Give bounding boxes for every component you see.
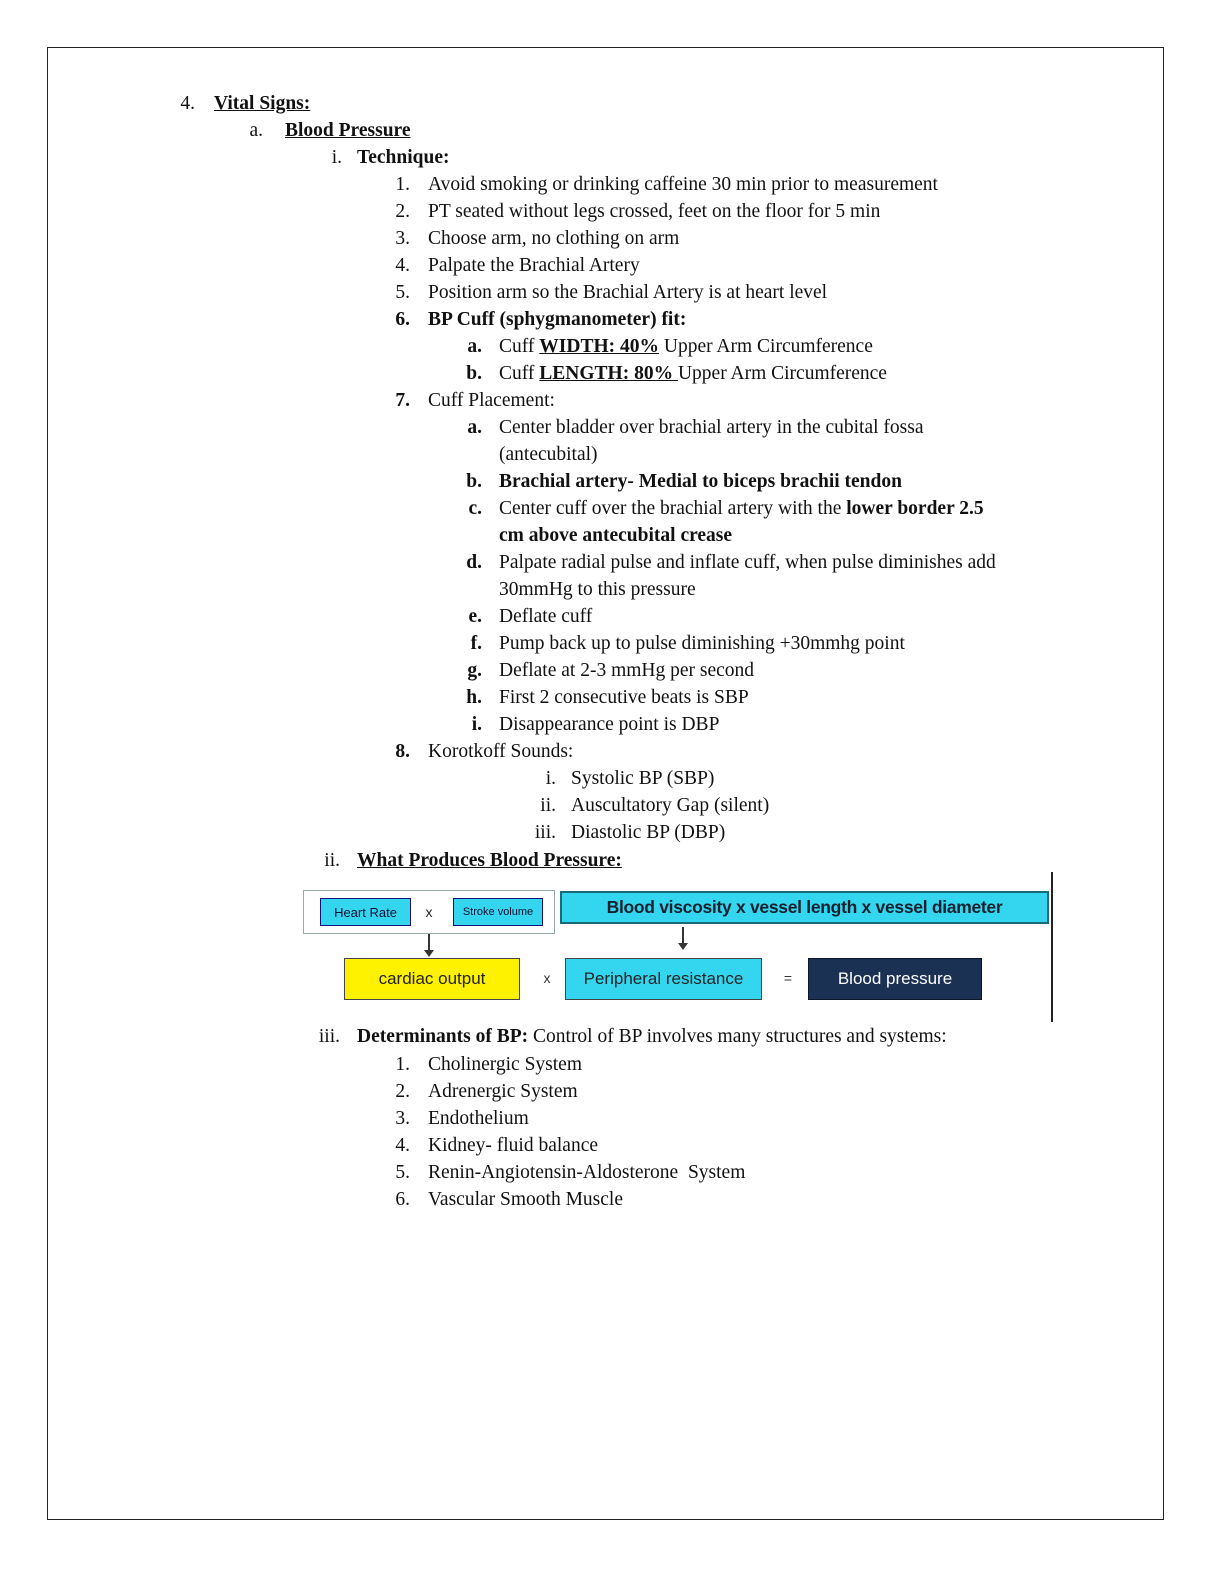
list-item-text: Palpate radial pulse and inflate cuff, when pulse diminishes add [499, 552, 996, 573]
list-number: 5. [395, 1162, 410, 1183]
list-item-text: Cholinergic System [428, 1054, 583, 1075]
list-letter: f. [470, 633, 482, 654]
list-number: 4. [395, 1135, 410, 1156]
diagram-edge-line [1051, 872, 1053, 1022]
list-roman: ii. [540, 795, 556, 816]
list-letter: a. [467, 417, 482, 438]
list-item-text: Auscultatory Gap (silent) [571, 795, 770, 816]
list-item-text: Position arm so the Brachial Artery is at heart level [428, 282, 828, 303]
list-number: 6. [395, 1189, 410, 1210]
list-item-text: Pump back up to pulse diminishing +30mmhg point [499, 633, 905, 654]
text-key: LENGTH: 80% [539, 363, 678, 384]
technique-title: Technique: [357, 147, 450, 168]
list-number: 6. [395, 309, 410, 330]
list-item-text: Vascular Smooth Muscle [428, 1189, 623, 1210]
list-letter: a. [467, 336, 482, 357]
list-item-text: (antecubital) [499, 444, 598, 465]
list-item-text: Systolic BP (SBP) [571, 768, 715, 789]
determinants-desc: Control of BP involves many structures and systems: [528, 1026, 947, 1047]
list-number: 4. [395, 255, 410, 276]
bp-diagram [300, 870, 1055, 1022]
list-item-text: Endothelium [428, 1108, 529, 1129]
list-number: 2. [395, 201, 410, 222]
list-number: 2. [395, 1081, 410, 1102]
list-number: 8. [395, 741, 410, 762]
list-item-text: Palpate the Brachial Artery [428, 255, 640, 276]
subsection-title: Blood Pressure [285, 120, 411, 141]
text-post: Upper Arm Circumference [659, 336, 873, 357]
equals-symbol: = [783, 970, 793, 986]
list-number: 3. [395, 228, 410, 249]
list-letter: d. [466, 552, 482, 573]
list-item-text: 30mmHg to this pressure [499, 579, 696, 600]
list-number: a. [249, 120, 263, 141]
multiply-symbol: x [425, 904, 433, 920]
list-item-text: Korotkoff Sounds: [428, 741, 574, 762]
text-pre: Cuff [499, 336, 540, 357]
list-number: 5. [395, 282, 410, 303]
produces-title: What Produces Blood Pressure: [357, 850, 622, 871]
cardiac-output-box: cardiac output [344, 958, 520, 1000]
multiply-symbol: x [543, 970, 551, 986]
list-roman: i. [545, 768, 556, 789]
blood-pressure-box: Blood pressure [808, 958, 982, 1000]
list-number: 1. [395, 1054, 410, 1075]
list-roman: iii. [534, 822, 556, 843]
list-item-text: Renin-Angiotensin-Aldosterone System [428, 1162, 746, 1183]
list-item-text: Disappearance point is DBP [499, 714, 720, 735]
text-key: WIDTH: 40% [539, 336, 659, 357]
list-item-text: Avoid smoking or drinking caffeine 30 min prior to measurement [428, 174, 938, 195]
list-item-text: Center bladder over brachial artery in the cubital fossa [499, 417, 924, 438]
list-item-text: First 2 consecutive beats is SBP [499, 687, 749, 708]
list-item-text: Adrenergic System [428, 1081, 578, 1102]
arrow-head-icon [424, 950, 434, 957]
list-number: 7. [395, 390, 410, 411]
list-item-text: Deflate at 2-3 mmHg per second [499, 660, 755, 681]
heart-rate-box: Heart Rate [320, 898, 411, 926]
peripheral-resistance-box: Peripheral resistance [565, 958, 762, 1000]
list-letter: b. [466, 471, 482, 492]
text-pre: Cuff [499, 363, 540, 384]
list-letter: c. [468, 498, 482, 519]
list-item-text: Cuff Placement: [428, 390, 555, 411]
list-number: i. [331, 147, 342, 168]
list-number: 1. [395, 174, 410, 195]
list-item-text: Choose arm, no clothing on arm [428, 228, 680, 249]
list-letter: i. [471, 714, 482, 735]
list-number: 4. [180, 93, 195, 114]
list-letter: e. [468, 606, 482, 627]
list-letter: b. [466, 363, 482, 384]
text-key: lower border 2.5 [846, 498, 984, 519]
list-number: 3. [395, 1108, 410, 1129]
stroke-volume-box: Stroke volume [453, 898, 543, 926]
list-item-text: Diastolic BP (DBP) [571, 822, 726, 843]
list-item-text: BP Cuff (sphygmanometer) fit: [428, 309, 687, 330]
list-letter: g. [467, 660, 482, 681]
determinants-title: Determinants of BP: [357, 1026, 529, 1047]
text-post: Upper Arm Circumference [677, 363, 887, 384]
list-item-text: cm above antecubital crease [499, 525, 733, 546]
list-letter: h. [466, 687, 482, 708]
list-roman: ii. [324, 850, 340, 871]
list-roman: iii. [318, 1026, 340, 1047]
list-item-text: Kidney- fluid balance [428, 1135, 599, 1156]
list-item-text: Brachial artery- Medial to biceps brachii tendon [499, 471, 902, 492]
arrow-head-icon [678, 943, 688, 950]
text-pre: Center cuff over the brachial artery with the [499, 498, 847, 519]
resistance-factors-box: Blood viscosity x vessel length x vessel diameter [560, 891, 1049, 924]
list-item-text: Deflate cuff [499, 606, 593, 627]
section-title: Vital Signs: [214, 93, 311, 114]
list-item-text: PT seated without legs crossed, feet on the floor for 5 min [428, 201, 881, 222]
